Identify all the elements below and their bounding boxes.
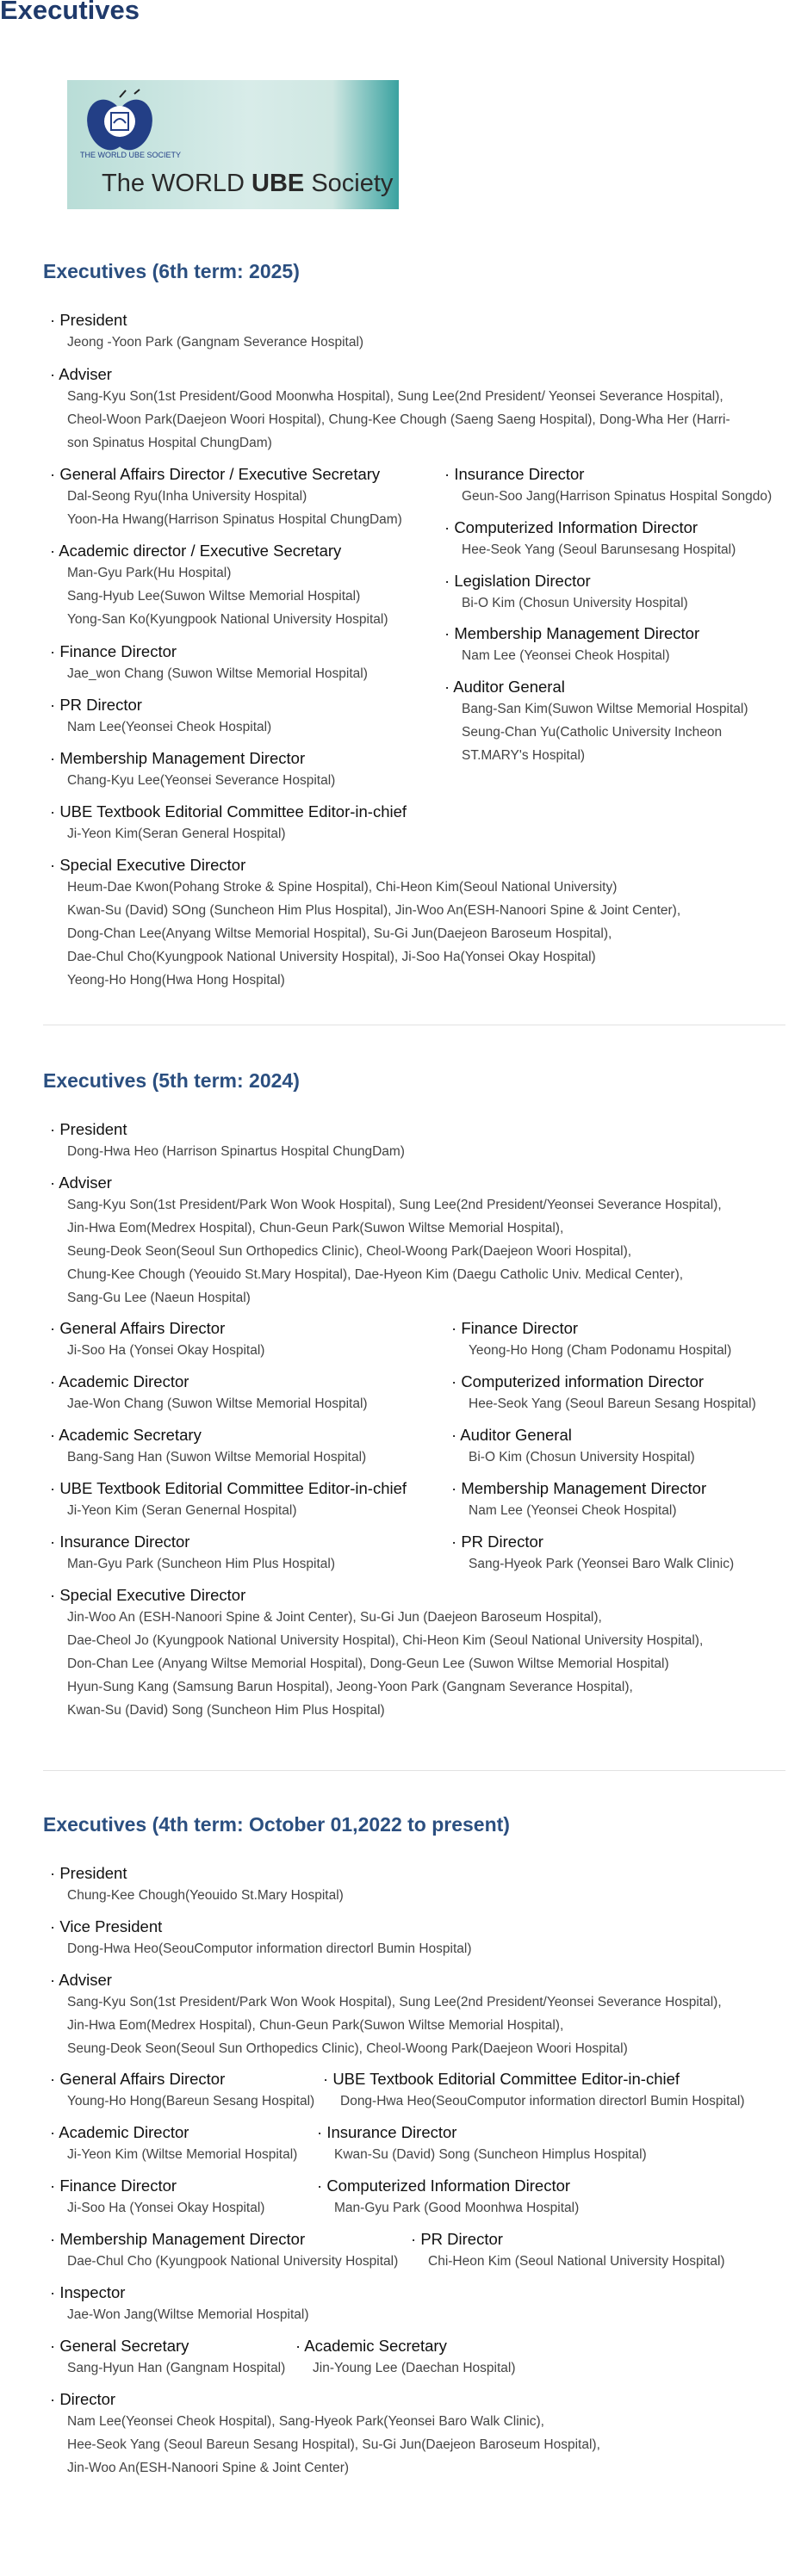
role-title: · General Affairs Director / Executive Secretary bbox=[50, 464, 402, 485]
role-names: Geun-Soo Jang(Harrison Spinatus Hospital Songdo) bbox=[462, 489, 773, 504]
role-title: · PR Director bbox=[50, 695, 271, 715]
exec-item bbox=[50, 364, 730, 455]
exec-item bbox=[50, 1478, 407, 1522]
role-title: · Finance Director bbox=[451, 1318, 731, 1339]
section-title: Executives (4th term: October 01,2022 to present) bbox=[43, 1813, 510, 1836]
role-title: · President bbox=[50, 310, 363, 331]
exec-item bbox=[50, 641, 368, 685]
role-names: Bi-O Kim (Chosun University Hospital) bbox=[469, 1450, 695, 1464]
section-title: Executives (6th term: 2025) bbox=[43, 260, 300, 282]
exec-item bbox=[50, 1425, 366, 1469]
role-names: Bang-Sang Han (Suwon Wiltse Memorial Hospital) bbox=[67, 1450, 367, 1464]
role-names: Bang-San Kim(Suwon Wiltse Memorial Hospital) Seung-Chan Yu(Catholic University Incheon ST.MARY's Hospital) bbox=[462, 702, 748, 763]
role-names: Kwan-Su (David) Song (Suncheon Himplus Hospital) bbox=[334, 2147, 647, 2162]
role-names: Heum-Dae Kwon(Pohang Stroke & Spine Hospital), Chi-Heon Kim(Seoul National University) Kwan-Su (David) SOng (Suncheon Him Plus Hospital), Jin-Woo An(ESH-Nanoori Spine & Joint Center), Dong-Chan Lee(Anyang Wiltse Memorial Hospital), Su-Gi Jun(Daejeon Baroseum Hospital), Dae-Chul Cho(Kyungpook National University Hospital), Ji-Soo Ha(Yonsei Okay Hospital) Yeong-Ho Hong(Hwa Hong Hospital) bbox=[67, 880, 681, 988]
role-title: · Adviser bbox=[50, 1970, 722, 1991]
role-title: · Academic director / Executive Secretary bbox=[50, 541, 388, 561]
section-divider bbox=[43, 1770, 785, 1771]
role-title: · General Secretary bbox=[50, 2336, 285, 2356]
ube-emblem-icon bbox=[81, 89, 158, 158]
role-title: · Insurance Director bbox=[317, 2122, 647, 2143]
exec-item bbox=[451, 1478, 706, 1522]
role-names: Ji-Yeon Kim (Wiltse Memorial Hospital) bbox=[67, 2147, 298, 2162]
exec-item bbox=[50, 1119, 405, 1163]
role-names: Yeong-Ho Hong (Cham Podonamu Hospital) bbox=[469, 1343, 732, 1358]
role-title: · Membership Management Director bbox=[444, 623, 699, 644]
role-names: Sang-Hyun Han (Gangnam Hospital) bbox=[67, 2361, 286, 2375]
exec-item bbox=[317, 2122, 647, 2166]
exec-item bbox=[50, 310, 363, 354]
role-names: Chi-Heon Kim (Seoul National University Hospital) bbox=[428, 2254, 725, 2269]
role-names: Hee-Seok Yang (Seoul Barunsesang Hospital) bbox=[462, 542, 736, 557]
exec-item bbox=[50, 2122, 297, 2166]
role-title: · Adviser bbox=[50, 1173, 722, 1193]
section-title: Executives (5th term: 2024) bbox=[43, 1069, 300, 1092]
exec-item bbox=[411, 2229, 725, 2273]
role-title: · Academic Director bbox=[50, 2122, 297, 2143]
exec-item bbox=[295, 2336, 516, 2380]
page-title: Executives bbox=[0, 0, 140, 25]
exec-item bbox=[444, 517, 736, 561]
role-title: · Auditor General bbox=[451, 1425, 695, 1446]
role-title: · Special Executive Director bbox=[50, 855, 680, 876]
exec-item bbox=[444, 623, 699, 667]
exec-item bbox=[50, 1863, 344, 1907]
exec-item bbox=[50, 2282, 309, 2326]
role-names: Chung-Kee Chough(Yeouido St.Mary Hospital) bbox=[67, 1888, 344, 1903]
role-names: Jin-Woo An (ESH-Nanoori Spine & Joint Center), Su-Gi Jun (Daejeon Baroseum Hospital), Dae-Cheol Jo (Kyungpook National University Hospital), Chi-Heon Kim (Seoul National University Hospital), Don-Chan Lee (Anyang Wiltse Memorial Hospital), Dong-Geun Lee (Suwon Wiltse Memorial Hospital) Hyun-Sung Kang (Samsung Barun Hospital), Jeong-Yoon Park (Gangnam Severance Hospital), Kwan-Su (David) Song (Suncheon Him Plus Hospital) bbox=[67, 1610, 704, 1718]
exec-item bbox=[50, 1585, 703, 1722]
exec-item bbox=[50, 2229, 398, 2273]
logo-brand-suffix: Society bbox=[304, 170, 394, 197]
exec-item bbox=[451, 1372, 756, 1415]
role-names: Man-Gyu Park (Suncheon Him Plus Hospital) bbox=[67, 1557, 335, 1571]
role-names: Man-Gyu Park (Good Moonhwa Hospital) bbox=[334, 2201, 580, 2215]
exec-item bbox=[50, 855, 680, 992]
exec-item bbox=[50, 2176, 264, 2220]
role-title: · PR Director bbox=[451, 1532, 734, 1552]
world-ube-society-logo bbox=[67, 80, 399, 209]
exec-item bbox=[50, 464, 402, 531]
role-names: Jin-Young Lee (Daechan Hospital) bbox=[313, 2361, 516, 2375]
role-names: Dong-Hwa Heo(SeouComputor information directorl Bumin Hospital) bbox=[67, 1941, 472, 1956]
role-title: · Finance Director bbox=[50, 641, 368, 662]
logo-brand-prefix: The WORLD bbox=[102, 170, 252, 197]
role-names: Ji-Soo Ha (Yonsei Okay Hospital) bbox=[67, 1343, 265, 1358]
role-names: Jeong -Yoon Park (Gangnam Severance Hospital) bbox=[67, 335, 364, 350]
role-names: Young-Ho Hong(Bareun Sesang Hospital) bbox=[67, 2094, 315, 2108]
exec-item bbox=[444, 464, 772, 508]
role-title: · Insurance Director bbox=[50, 1532, 335, 1552]
exec-item bbox=[451, 1318, 731, 1362]
role-title: · Membership Management Director bbox=[451, 1478, 706, 1499]
role-names: Jae-Won Jang(Wiltse Memorial Hospital) bbox=[67, 2307, 309, 2322]
exec-item bbox=[50, 1372, 368, 1415]
exec-item bbox=[323, 2069, 745, 2113]
role-names: Sang-Hyeok Park (Yeonsei Baro Walk Clinic) bbox=[469, 1557, 735, 1571]
role-names: Chang-Kyu Lee(Yeonsei Severance Hospital) bbox=[67, 773, 336, 788]
role-names: Sang-Kyu Son(1st President/Park Won Wook Hospital), Sung Lee(2nd President/Yeonsei Severance Hospital), Jin-Hwa Eom(Medrex Hospital), Chun-Geun Park(Suwon Wiltse Memorial Hospital), Seung-Deok Seon(Seoul Sun Orthopedics Clinic), Cheol-Woong Park(Daejeon Woori Hospital) bbox=[67, 1995, 722, 2056]
role-names: Ji-Yeon Kim (Seran Genernal Hospital) bbox=[67, 1503, 297, 1518]
logo-ring-text: THE WORLD UBE SOCIETY bbox=[80, 151, 182, 159]
role-names: Ji-Yeon Kim(Seran General Hospital) bbox=[67, 827, 286, 841]
role-names: Dong-Hwa Heo(SeouComputor information directorl Bumin Hospital) bbox=[340, 2094, 745, 2108]
role-names: Hee-Seok Yang (Seoul Bareun Sesang Hospital) bbox=[469, 1396, 756, 1411]
role-title: · Computerized Information Director bbox=[317, 2176, 579, 2196]
exec-item bbox=[50, 695, 271, 739]
exec-item bbox=[50, 541, 388, 631]
role-title: · Special Executive Director bbox=[50, 1585, 703, 1606]
role-names: Jae_won Chang (Suwon Wiltse Memorial Hospital) bbox=[67, 666, 368, 681]
role-title: · Academic Secretary bbox=[50, 1425, 366, 1446]
role-title: · Computerized information Director bbox=[451, 1372, 756, 1392]
exec-item bbox=[451, 1532, 734, 1576]
role-names: Dal-Seong Ryu(Inha University Hospital) Yoon-Ha Hwang(Harrison Spinatus Hospital ChungDam) bbox=[67, 489, 402, 527]
role-title: · Adviser bbox=[50, 364, 730, 385]
role-names: Ji-Soo Ha (Yonsei Okay Hospital) bbox=[67, 2201, 265, 2215]
exec-item bbox=[50, 802, 407, 845]
role-title: · Membership Management Director bbox=[50, 2229, 398, 2250]
role-title: · President bbox=[50, 1863, 344, 1884]
role-title: · UBE Textbook Editorial Committee Editor-in-chief bbox=[50, 1478, 407, 1499]
exec-item bbox=[444, 677, 748, 767]
role-names: Nam Lee (Yeonsei Cheok Hospital) bbox=[469, 1503, 677, 1518]
role-names: Nam Lee (Yeonsei Cheok Hospital) bbox=[462, 648, 670, 663]
exec-item bbox=[50, 1532, 335, 1576]
role-title: · Vice President bbox=[50, 1917, 472, 1937]
role-title: · General Affairs Director bbox=[50, 2069, 314, 2090]
role-title: · Membership Management Director bbox=[50, 748, 335, 769]
exec-item bbox=[50, 1917, 472, 1960]
exec-item bbox=[50, 2389, 600, 2480]
role-title: · Auditor General bbox=[444, 677, 748, 697]
role-title: · Academic Secretary bbox=[295, 2336, 516, 2356]
role-title: · Inspector bbox=[50, 2282, 309, 2303]
role-names: Nam Lee(Yeonsei Cheok Hospital) bbox=[67, 720, 272, 734]
role-names: Sang-Kyu Son(1st President/Good Moonwha Hospital), Sung Lee(2nd President/ Yeonsei Severance Hospital), Cheol-Woon Park(Daejeon Woori Hospital), Chung-Kee Chough (Saeng Saeng Hospital), Dong-Wha Her (Harri- son Spinatus Hospital ChungDam) bbox=[67, 389, 730, 450]
exec-item bbox=[50, 1318, 264, 1362]
role-names: Man-Gyu Park(Hu Hospital) Sang-Hyub Lee(Suwon Wiltse Memorial Hospital) Yong-San Ko(Kyungpook National University Hospital) bbox=[67, 566, 388, 627]
role-title: · President bbox=[50, 1119, 405, 1140]
role-names: Bi-O Kim (Chosun University Hospital) bbox=[462, 596, 688, 610]
role-title: · Director bbox=[50, 2389, 600, 2410]
role-title: · PR Director bbox=[411, 2229, 725, 2250]
exec-item bbox=[451, 1425, 695, 1469]
role-names: Sang-Kyu Son(1st President/Park Won Wook Hospital), Sung Lee(2nd President/Yeonsei Severance Hospital), Jin-Hwa Eom(Medrex Hospital), Chun-Geun Park(Suwon Wiltse Memorial Hospital), Seung-Deok Seon(Seoul Sun Orthopedics Clinic), Cheol-Woong Park(Daejeon Woori Hospital), Chung-Kee Chough (Yeouido St.Mary Hospital), Dae-Hyeon Kim (Daegu Catholic Univ. Medical Center), Sang-Gu Lee (Naeun Hospital) bbox=[67, 1198, 722, 1305]
exec-item bbox=[50, 748, 335, 792]
role-title: · Insurance Director bbox=[444, 464, 772, 485]
exec-item bbox=[444, 571, 688, 615]
role-title: · Finance Director bbox=[50, 2176, 264, 2196]
role-title: · UBE Textbook Editorial Committee Editor-in-chief bbox=[323, 2069, 745, 2090]
exec-item bbox=[50, 2336, 285, 2380]
role-names: Nam Lee(Yeonsei Cheok Hospital), Sang-Hyeok Park(Yeonsei Baro Walk Clinic), Hee-Seok Yang (Seoul Bareun Sesang Hospital), Su-Gi Jun(Daejeon Baroseum Hospital), Jin-Woo An(ESH-Nanoori Spine & Joint Center) bbox=[67, 2414, 600, 2475]
role-names: Dae-Chul Cho (Kyungpook National University Hospital) bbox=[67, 2254, 399, 2269]
exec-item bbox=[50, 1173, 722, 1310]
role-names: Jae-Won Chang (Suwon Wiltse Memorial Hospital) bbox=[67, 1396, 368, 1411]
logo-brand-bold: UBE bbox=[251, 170, 305, 197]
exec-item bbox=[317, 2176, 579, 2220]
exec-item bbox=[50, 1970, 722, 2060]
role-title: · Legislation Director bbox=[444, 571, 688, 591]
role-title: · Computerized Information Director bbox=[444, 517, 736, 538]
role-title: · UBE Textbook Editorial Committee Editor-in-chief bbox=[50, 802, 407, 822]
exec-item bbox=[50, 2069, 314, 2113]
role-names: Dong-Hwa Heo (Harrison Spinartus Hospital ChungDam) bbox=[67, 1144, 405, 1159]
role-title: · General Affairs Director bbox=[50, 1318, 264, 1339]
role-title: · Academic Director bbox=[50, 1372, 368, 1392]
